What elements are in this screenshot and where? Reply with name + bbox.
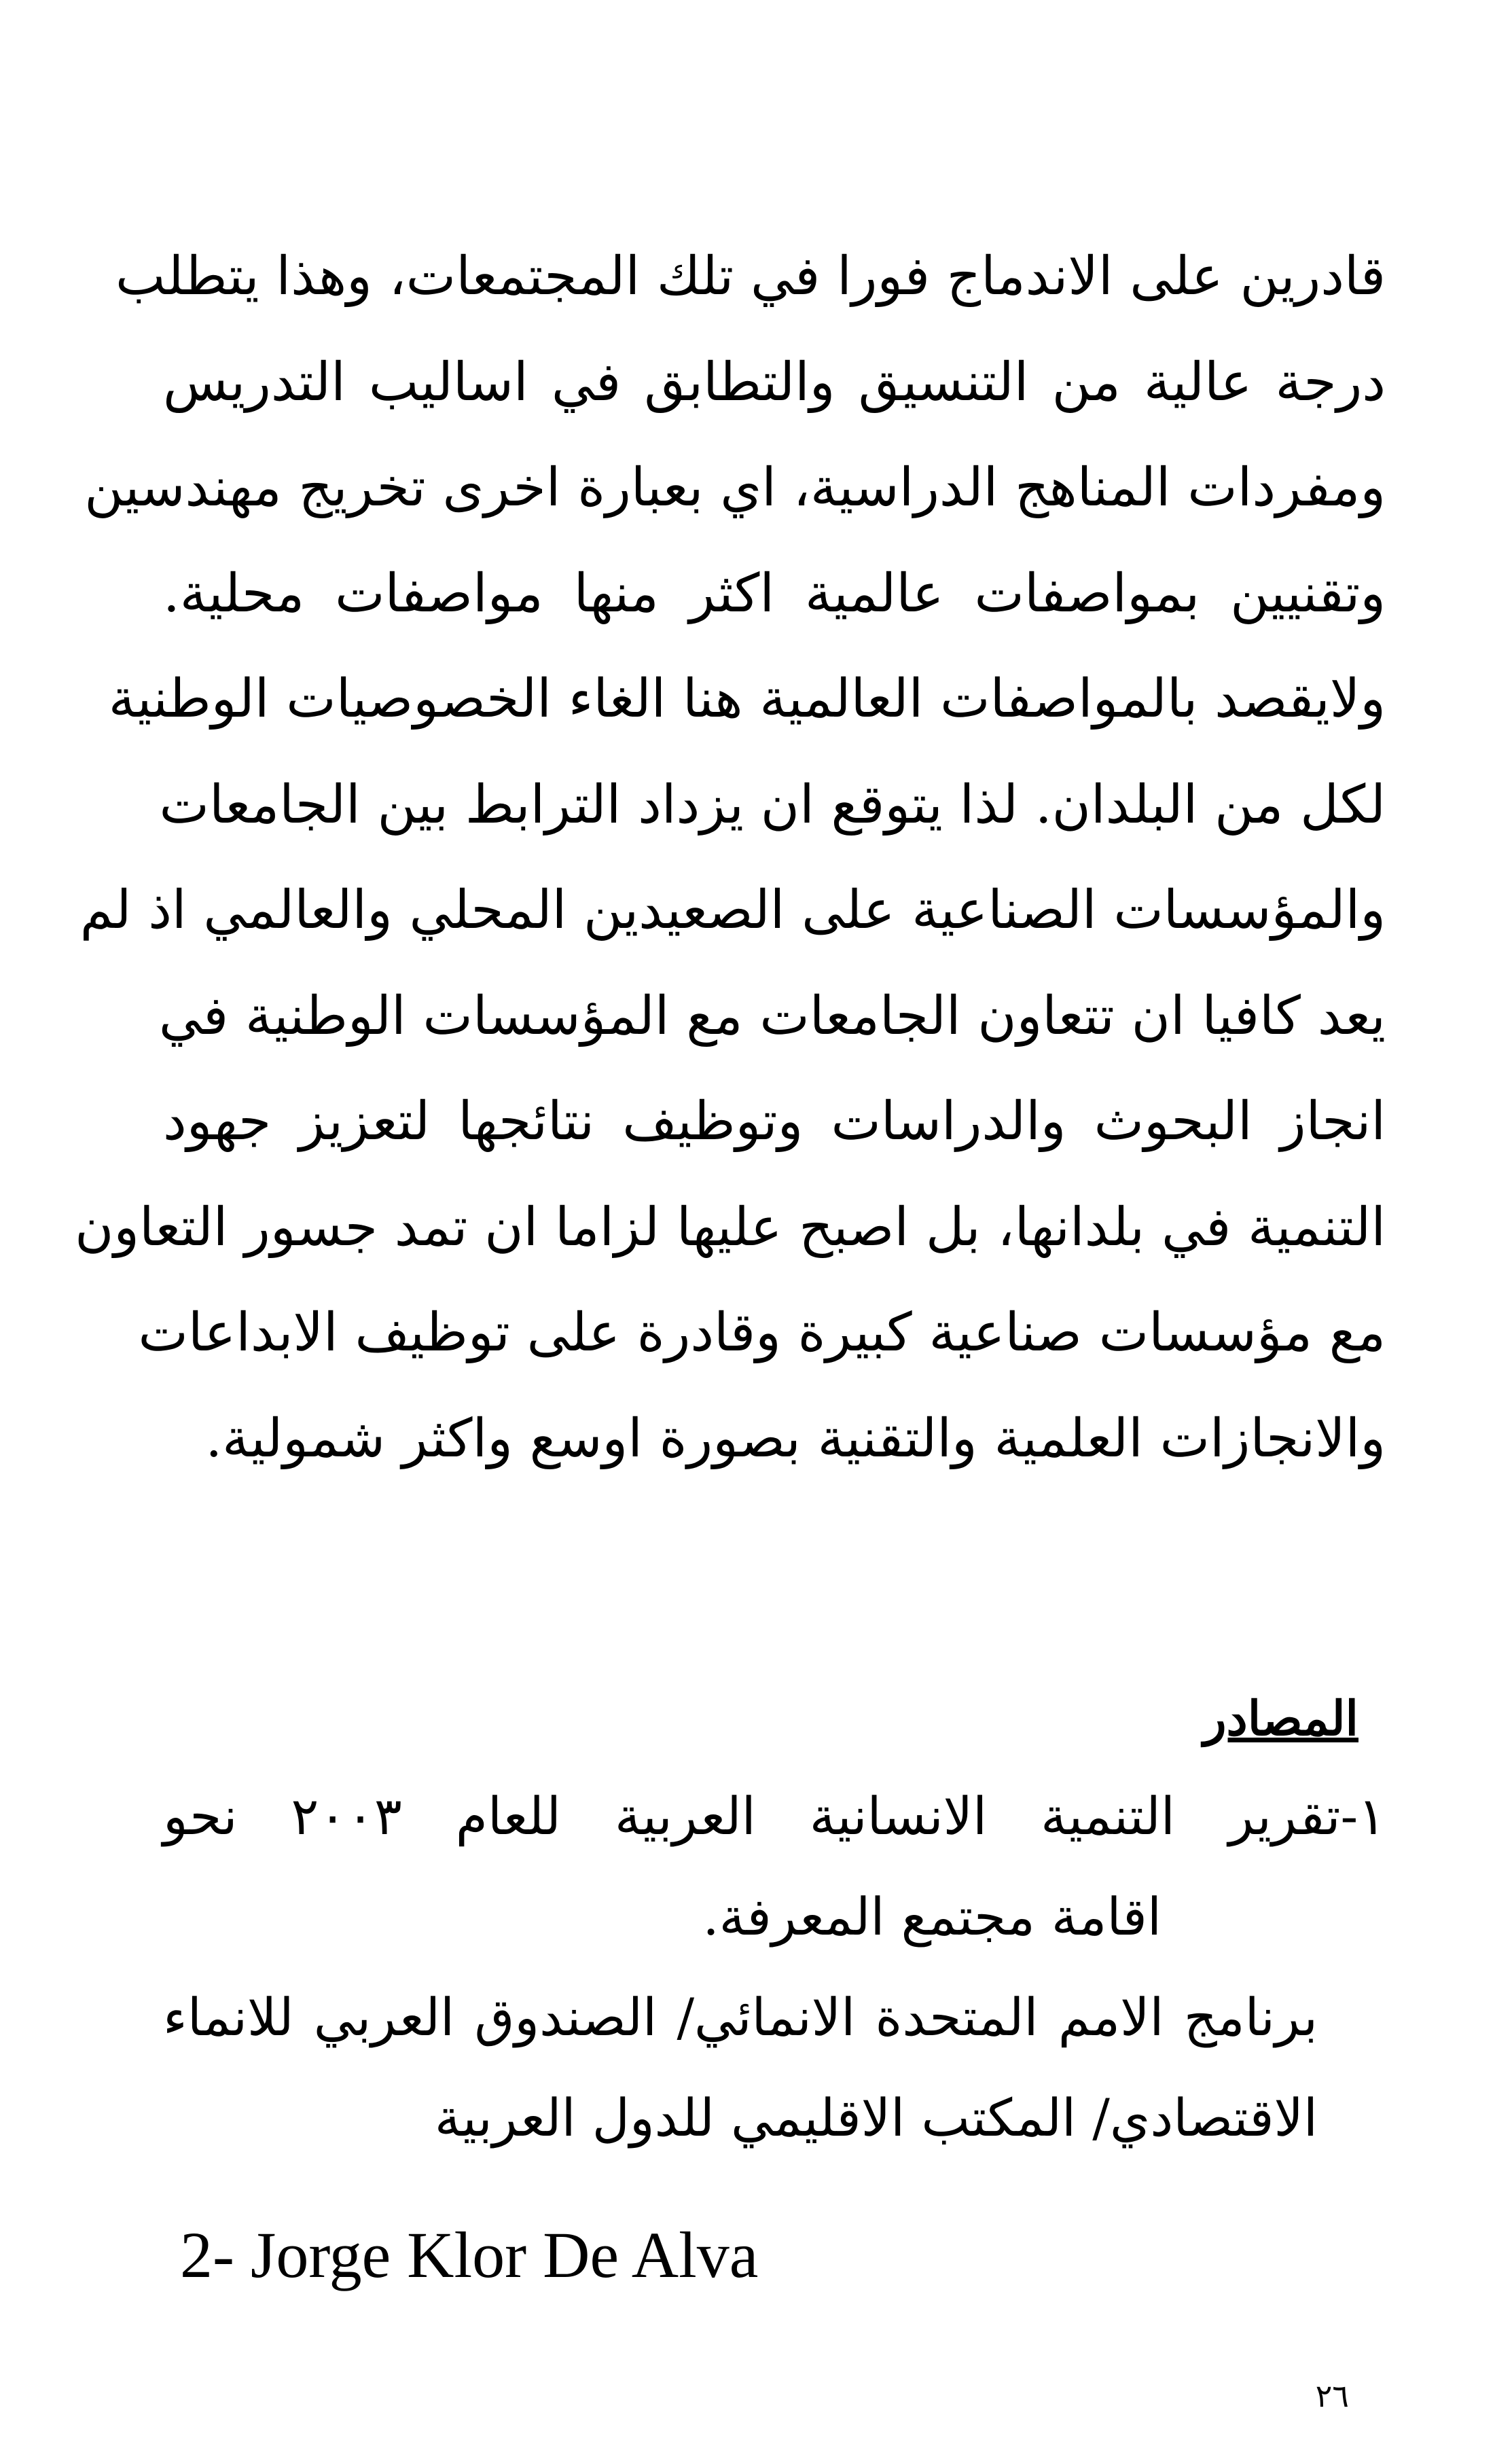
paragraph-line: ومفردات المناهج الدراسية، اي بعبارة اخرى تخريج مهندسين (84, 457, 1386, 518)
body-paragraph (75, 224, 1386, 1492)
paragraph-line: لكل من البلدان. لذا يتوقع ان يزداد الترابط بين الجامعات (159, 774, 1386, 836)
paragraph-line: مع مؤسسات صناعية كبيرة وقادرة على توظيف الابداعات (138, 1302, 1386, 1363)
paragraph-line: درجة عالية من التنسيق والتطابق في اساليب التدريس (163, 351, 1386, 413)
paragraph-line: التنمية في بلدانها، بل اصبح عليها لزاما ان تمد جسور التعاون (75, 1196, 1386, 1258)
reference-1-line: ١-تقرير التنمية الانسانية العربية للعام ٢٠٠٣ نحو (163, 1786, 1386, 1846)
references-section (163, 1671, 1386, 2168)
paragraph-line: والانجازات العلمية والتقنية بصورة اوسع واكثر شمولية. (205, 1407, 1386, 1469)
paragraph-line: وتقنيين بمواصفات عالمية اكثر منها مواصفات محلية. (163, 562, 1386, 624)
paragraph-line: ولايقصد بالمواصفات العالمية هنا الغاء الخصوصيات الوطنية (108, 668, 1386, 730)
reference-1-line: برنامج الامم المتحدة الانمائي/ الصندوق العربي للانماء (163, 1987, 1318, 2047)
reference-1-line: اقامة مجتمع المعرفة. (702, 1886, 1162, 1947)
paragraph-line: والمؤسسات الصناعية على الصعيدين المحلي والعالمي اذ لم (79, 880, 1386, 941)
reference-1-line: الاقتصادي/ المكتب الاقليمي للدول العربية (434, 2087, 1318, 2148)
paragraph-line: قادرين على الاندماج فورا في تلك المجتمعات، وهذا يتطلب (115, 246, 1386, 307)
reference-2: 2- Jorge Klor De Alva (180, 2219, 759, 2291)
paragraph-line: انجاز البحوث والدراسات وتوظيف نتائجها لتعزيز جهود (163, 1091, 1386, 1152)
page-number: ٢٦ (1315, 2378, 1349, 2414)
references-heading: المصادر (1203, 1690, 1358, 1746)
paragraph-line: يعد كافيا ان تتعاون الجامعات مع المؤسسات الوطنية في (158, 985, 1386, 1047)
